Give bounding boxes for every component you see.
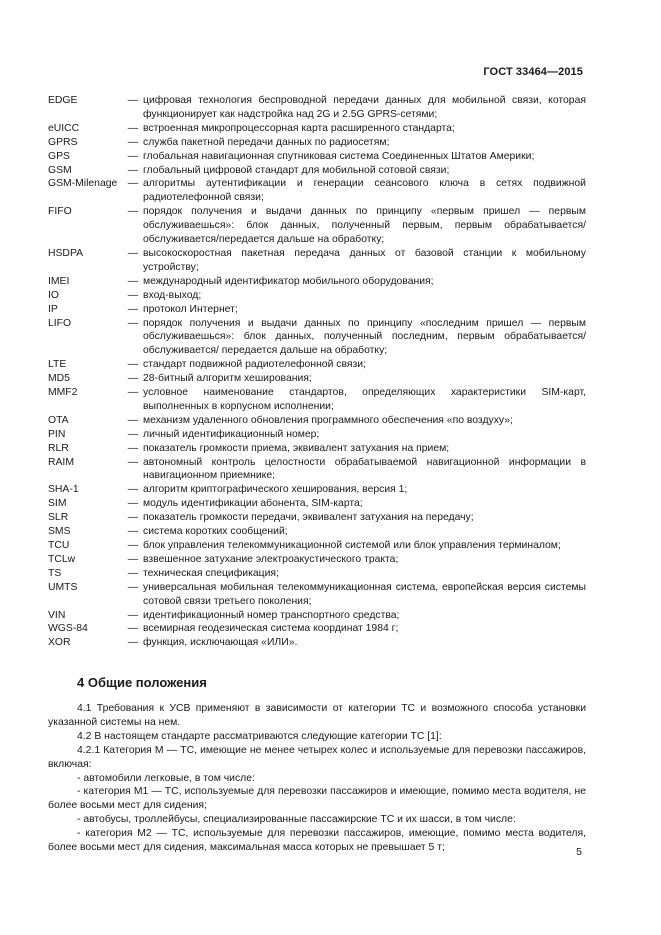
abbreviation-dash: — (127, 95, 139, 106)
paragraph: 4.1 Требования к УСВ применяют в зависимости от категории ТС и возможного способа установки указанной системы на нем. (48, 703, 586, 728)
abbreviation-dash: — (127, 484, 139, 496)
abbreviation-definition: автономный контроль целостности обрабатываемой навигационной информации в навигационном приемнике; (143, 456, 586, 482)
abbreviation-dash: — (127, 373, 139, 385)
abbreviation-row (48, 247, 586, 275)
abbreviation-term: SIM (48, 498, 67, 510)
abbreviation-term: VIN (48, 609, 66, 621)
abbreviation-term: OTA (48, 414, 69, 426)
abbreviation-term: GPS (48, 150, 70, 162)
abbreviation-row (48, 539, 586, 553)
abbreviation-dash: — (127, 456, 139, 468)
abbreviation-term: UMTS (48, 581, 78, 593)
abbreviation-row (48, 622, 586, 636)
abbreviation-definition: порядок получения и выдачи данных по принципу «первым пришел — первым обслуживаешься»: блок данных, полученный первым, первым обрабатывается/обслуживается/передается дальше на обработку; (143, 206, 586, 246)
abbreviation-dash: — (127, 623, 139, 635)
abbreviation-dash: — (127, 540, 139, 551)
abbreviation-dash: — (127, 150, 139, 162)
abbreviation-dash: — (127, 289, 139, 301)
abbreviation-definition: универсальная мобильная телекоммуникационная система, европейская версия системы сотовой связи третьего поколения; (143, 581, 586, 607)
abbreviation-row (48, 636, 586, 650)
abbreviation-dash: — (127, 247, 139, 259)
abbreviation-row (48, 497, 586, 511)
abbreviation-dash: — (127, 609, 139, 621)
abbreviation-definition: идентификационный номер транспортного средства; (143, 609, 400, 621)
abbreviation-term: SLR (48, 512, 69, 524)
section-body (48, 702, 586, 855)
abbreviation-dash: — (127, 359, 139, 371)
abbreviation-definition: всемирная геодезическая система координат 1984 г; (143, 623, 399, 635)
abbreviation-term: LIFO (48, 317, 72, 329)
abbreviation-row (48, 150, 586, 164)
abbreviation-term: eUICC (48, 122, 80, 134)
abbreviation-term: SMS (48, 526, 71, 538)
abbreviation-row (48, 317, 586, 359)
abbreviation-row (48, 553, 586, 567)
abbreviation-definition: алгоритмы аутентификации и генерации сеансового ключа в сетях подвижной радиотелефонной связи; (143, 178, 586, 204)
abbreviation-row (48, 525, 586, 539)
abbreviation-dash: — (127, 498, 139, 510)
abbreviation-row (48, 483, 586, 497)
abbreviation-dash: — (127, 387, 139, 399)
abbreviation-term: TCLw (48, 553, 76, 565)
abbreviation-dash: — (127, 428, 139, 440)
abbreviation-row (48, 609, 586, 623)
abbreviation-row (48, 358, 586, 372)
abbreviation-dash: — (127, 553, 139, 565)
abbreviation-definition: 28-битный алгоритм хеширования; (143, 373, 312, 385)
abbreviation-term: RLR (48, 442, 69, 454)
abbreviation-definition: встроенная микропроцессорная карта расширенного стандарта; (143, 122, 455, 134)
section-heading: 4 Общие положения (77, 675, 207, 690)
abbreviation-definition: показатель громкости передачи, эквивалент затухания на передачу; (143, 512, 474, 524)
abbreviation-definition: международный идентификатор мобильного оборудования; (143, 275, 434, 287)
paragraph: - автомобили легковые, в том числе: (77, 772, 255, 784)
abbreviation-definition: протокол Интернет; (143, 303, 238, 315)
abbreviation-row (48, 205, 586, 247)
paragraph: 4.2.1 Категория М — ТС, имеющие не менее четырех колес и используемые для перевозки пассажиров, включая: (48, 744, 586, 770)
abbreviation-term: IP (48, 303, 58, 315)
abbreviation-row (48, 567, 586, 581)
abbreviation-term: GSM (48, 164, 72, 176)
abbreviation-term: GPRS (48, 136, 78, 148)
abbreviation-definition: взвешенное затухание электроакустического тракта; (143, 553, 399, 565)
abbreviation-dash: — (127, 567, 139, 579)
abbreviation-row (48, 442, 586, 456)
paragraph: - категория М1 — ТС, используемые для перевозки пассажиров и имеющие, помимо места водителя, не более восьми мест для сидения; (48, 786, 586, 812)
abbreviation-term: XOR (48, 637, 71, 649)
abbreviation-dash: — (127, 122, 139, 134)
abbreviation-row (48, 372, 586, 386)
abbreviation-term: PIN (48, 428, 66, 440)
abbreviation-dash: — (127, 526, 139, 538)
abbreviation-dash: — (127, 178, 139, 190)
abbreviation-dash: — (127, 136, 139, 148)
abbreviation-row (48, 386, 586, 414)
abbreviation-row (48, 177, 586, 205)
abbreviation-row (48, 164, 586, 178)
abbreviation-dash: — (127, 303, 139, 315)
abbreviation-definition: функция, исключающая «ИЛИ». (143, 637, 298, 649)
abbreviation-dash: — (127, 164, 139, 176)
abbreviation-definition: блок управления телекоммуникационной системой или блок управления терминалом; (143, 540, 561, 551)
abbreviation-definition: личный идентификационный номер; (143, 428, 320, 440)
abbreviation-term: FIFO (48, 206, 72, 218)
abbreviation-term: LTE (48, 359, 67, 371)
page-number: 5 (576, 846, 582, 858)
abbreviation-definition: показатель громкости приема, эквивалент затухания на прием; (143, 442, 450, 454)
paragraph: 4.2 В настоящем стандарте рассматриваются следующие категории ТС [1]: (77, 730, 442, 742)
abbreviation-definition: условное наименование стандартов, определяющих характеристики SIM-карт, выполненных в корпусном исполнении; (143, 387, 586, 412)
abbreviation-dash: — (127, 512, 139, 524)
abbreviation-row (48, 94, 586, 122)
abbreviation-definition: порядок получения и выдачи данных по принципу «последним пришел — первым обслуживаешься»: блок данных, полученный последним, первым обрабатывается/ обслуживается/ передается дальше на обработку; (143, 317, 586, 357)
abbreviation-definition: система коротких сообщений; (143, 526, 288, 538)
abbreviation-row (48, 303, 586, 317)
abbreviation-dash: — (127, 581, 139, 593)
abbreviation-dash: — (127, 275, 139, 287)
abbreviation-list (48, 94, 586, 650)
abbreviation-definition: глобальная навигационная спутниковая система Соединенных Штатов Америки; (143, 150, 535, 162)
abbreviation-dash: — (127, 637, 139, 649)
abbreviation-term: WGS-84 (48, 623, 88, 635)
abbreviation-row (48, 581, 586, 609)
abbreviation-term: TS (48, 567, 62, 579)
abbreviation-definition: модуль идентификации абонента, SIM-карта; (143, 498, 363, 510)
abbreviation-dash: — (127, 317, 139, 329)
abbreviation-definition: стандарт подвижной радиотелефонной связи; (143, 359, 366, 371)
abbreviation-dash: — (127, 414, 139, 426)
abbreviation-term: TCU (48, 540, 70, 551)
abbreviation-definition: механизм удаленного обновления программного обеспечения «по воздуху»; (143, 414, 513, 426)
abbreviation-definition: цифровая технология беспроводной передачи данных для мобильной связи, которая функционирует как надстройка над 2G и 2.5G GPRS-сетями; (143, 95, 586, 120)
paragraph: - категория М2 — ТС, используемые для перевозки пассажиров, имеющие, помимо места водителя, более восьми мест для сидения, максимальная масса которых не превышает 5 т; (48, 828, 586, 854)
abbreviation-term: MD5 (48, 373, 70, 385)
abbreviation-definition: алгоритм криптографического хеширования, версия 1; (143, 484, 408, 496)
abbreviation-row (48, 414, 586, 428)
abbreviation-row (48, 136, 586, 150)
abbreviation-definition: вход-выход; (143, 289, 202, 301)
abbreviation-row (48, 456, 586, 484)
abbreviation-term: IMEI (48, 275, 70, 287)
abbreviation-row (48, 122, 586, 136)
abbreviation-term: HSDPA (48, 247, 84, 259)
abbreviation-term: SHA-1 (48, 484, 79, 496)
abbreviation-dash: — (127, 442, 139, 454)
abbreviation-definition: высокоскоростная пакетная передача данных от базовой станции к мобильному устройству; (143, 247, 586, 273)
document-designation: ГОСТ 33464—2015 (483, 66, 583, 78)
abbreviation-term: EDGE (48, 95, 78, 106)
abbreviation-term: MMF2 (48, 387, 78, 399)
paragraph: - автобусы, троллейбусы, специализированные пассажирские ТС и их шасси, в том числе: (77, 814, 516, 826)
abbreviation-row (48, 428, 586, 442)
abbreviation-term: IO (48, 289, 59, 301)
abbreviation-row (48, 275, 586, 289)
abbreviation-row (48, 289, 586, 303)
abbreviation-term: RAIM (48, 456, 74, 468)
abbreviation-term: GSM-Milenage (48, 178, 118, 190)
abbreviation-definition: служба пакетной передачи данных по радиосетям; (143, 136, 390, 148)
abbreviation-definition: техническая спецификация; (143, 567, 279, 579)
abbreviation-row (48, 511, 586, 525)
abbreviation-definition: глобальный цифровой стандарт для мобильной сотовой связи; (143, 164, 450, 176)
abbreviation-dash: — (127, 206, 139, 218)
